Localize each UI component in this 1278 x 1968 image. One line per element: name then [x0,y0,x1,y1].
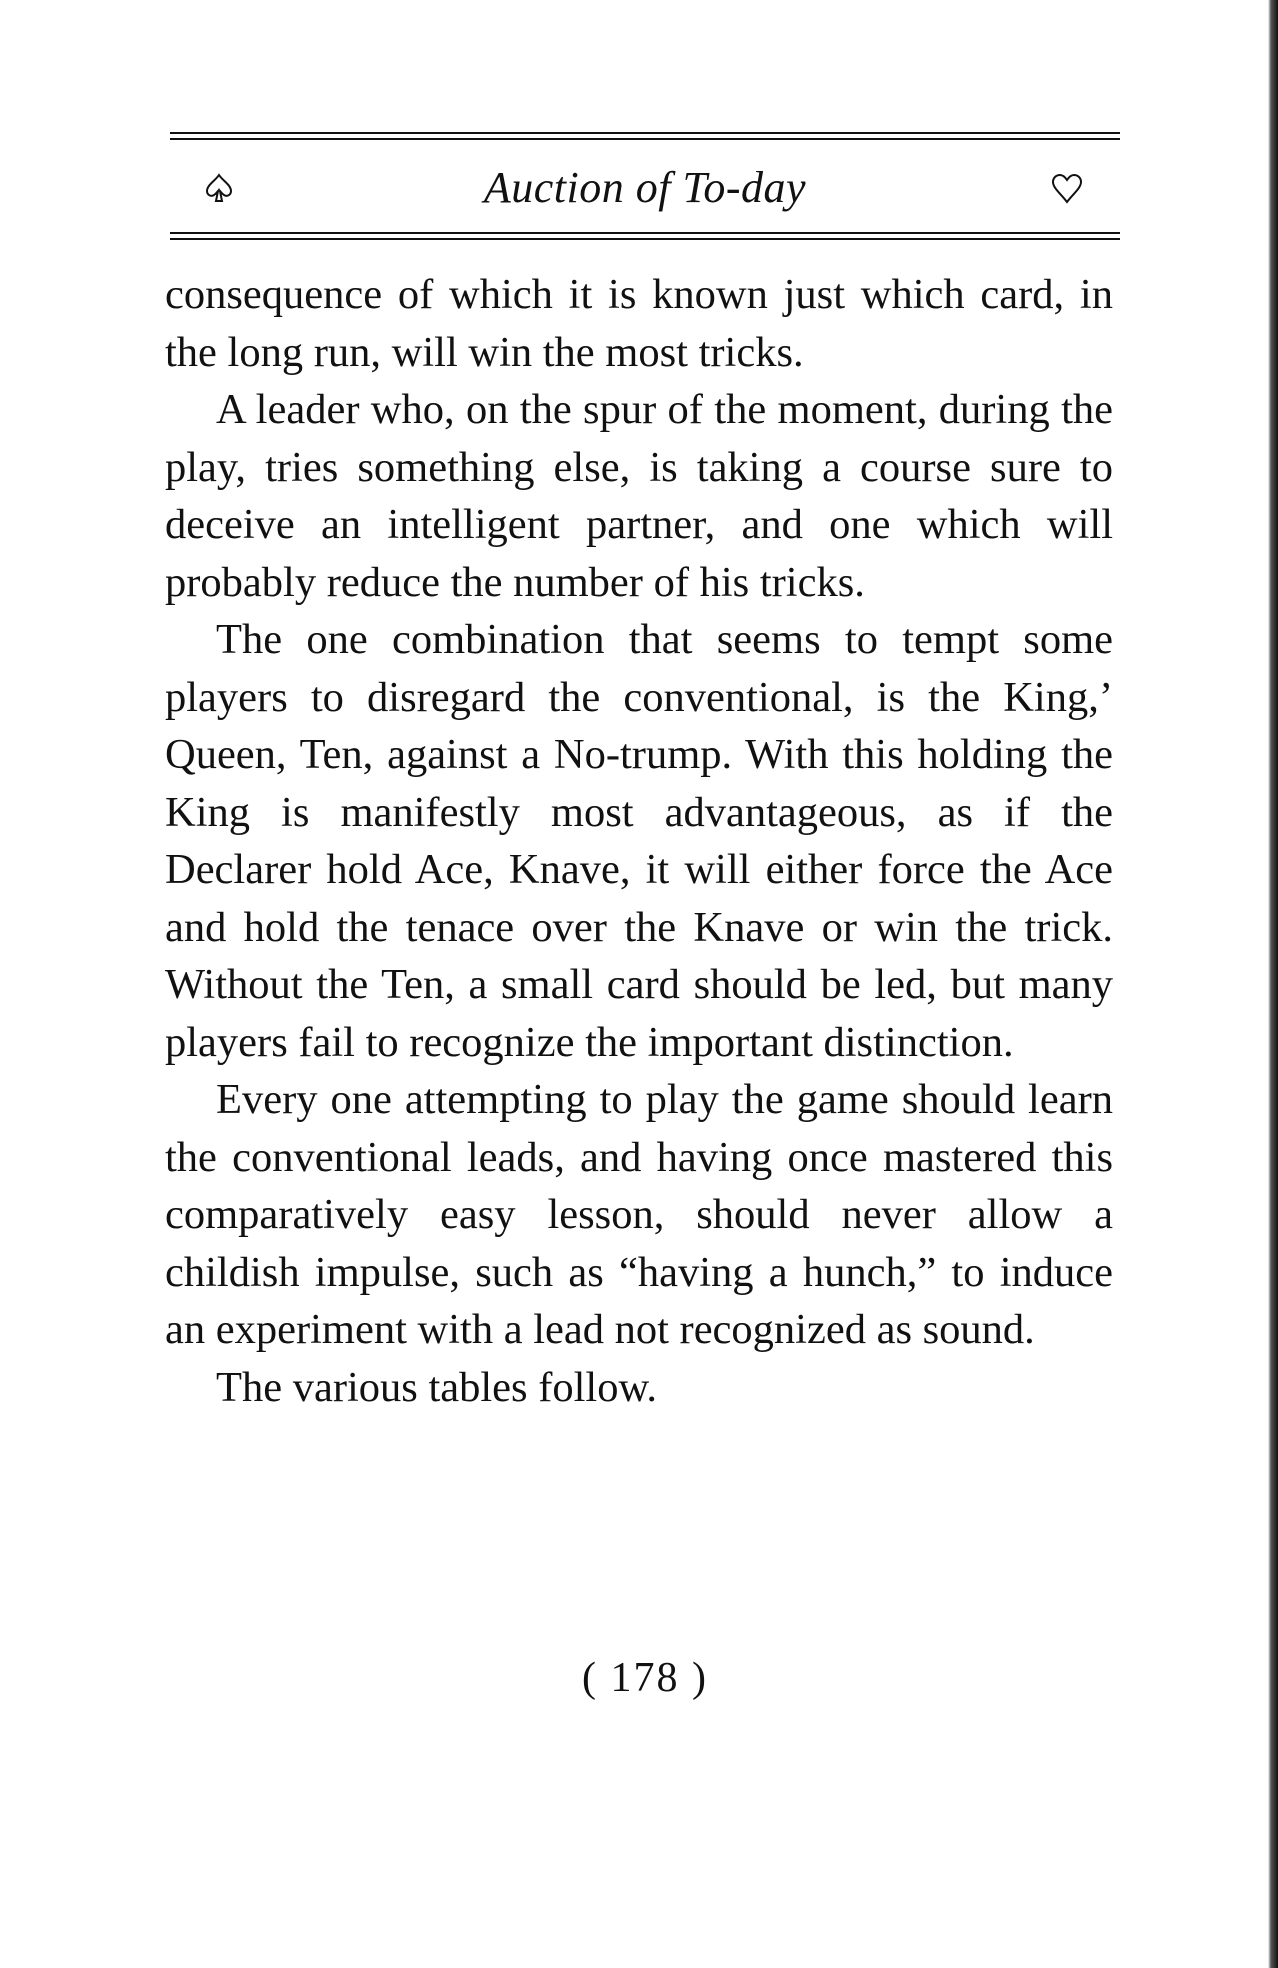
paragraph: consequence of which it is known just which card, in the long run, will win the most tricks. [165,271,1113,376]
top-rule [170,132,1120,134]
heart-icon [1050,172,1084,206]
running-head-title: Auction of To-day [483,163,807,212]
page-number: ( 178 ) [582,1655,708,1701]
paragraph: The various tables follow. [216,1363,658,1411]
top-rule-inner [170,138,1120,140]
body-text [165,266,1113,1416]
paragraph: A leader who, on the spur of the moment, during the play, tries something else, is taking a course sure to deceive an intelligent partner, and one which will probably reduce the number of his tricks. [165,386,1113,606]
paragraph: Every one attempting to play the game should learn the conventional leads, and having once mastered this comparatively easy lesson, should never allow a childish impulse, such as “having a hunch,” to induce an experiment with a lead not recognized as sound. [165,1076,1113,1353]
page-edge [1268,0,1278,1968]
paragraph: The one combination that seems to tempt some players to disregard the conventional, is the King,’ Queen, Ten, against a No-trump. With this holding the King is manifestly most advantageous, as if the Declarer hold Ace, Knave, it will either force the Ace and hold the tenace over the Knave or win the trick. Without the Ten, a small card should be led, but many players fail to recognize the important distinction. [165,616,1113,1066]
running-head [170,128,1120,240]
bottom-rule-inner [170,238,1120,240]
bottom-rule [170,232,1120,234]
